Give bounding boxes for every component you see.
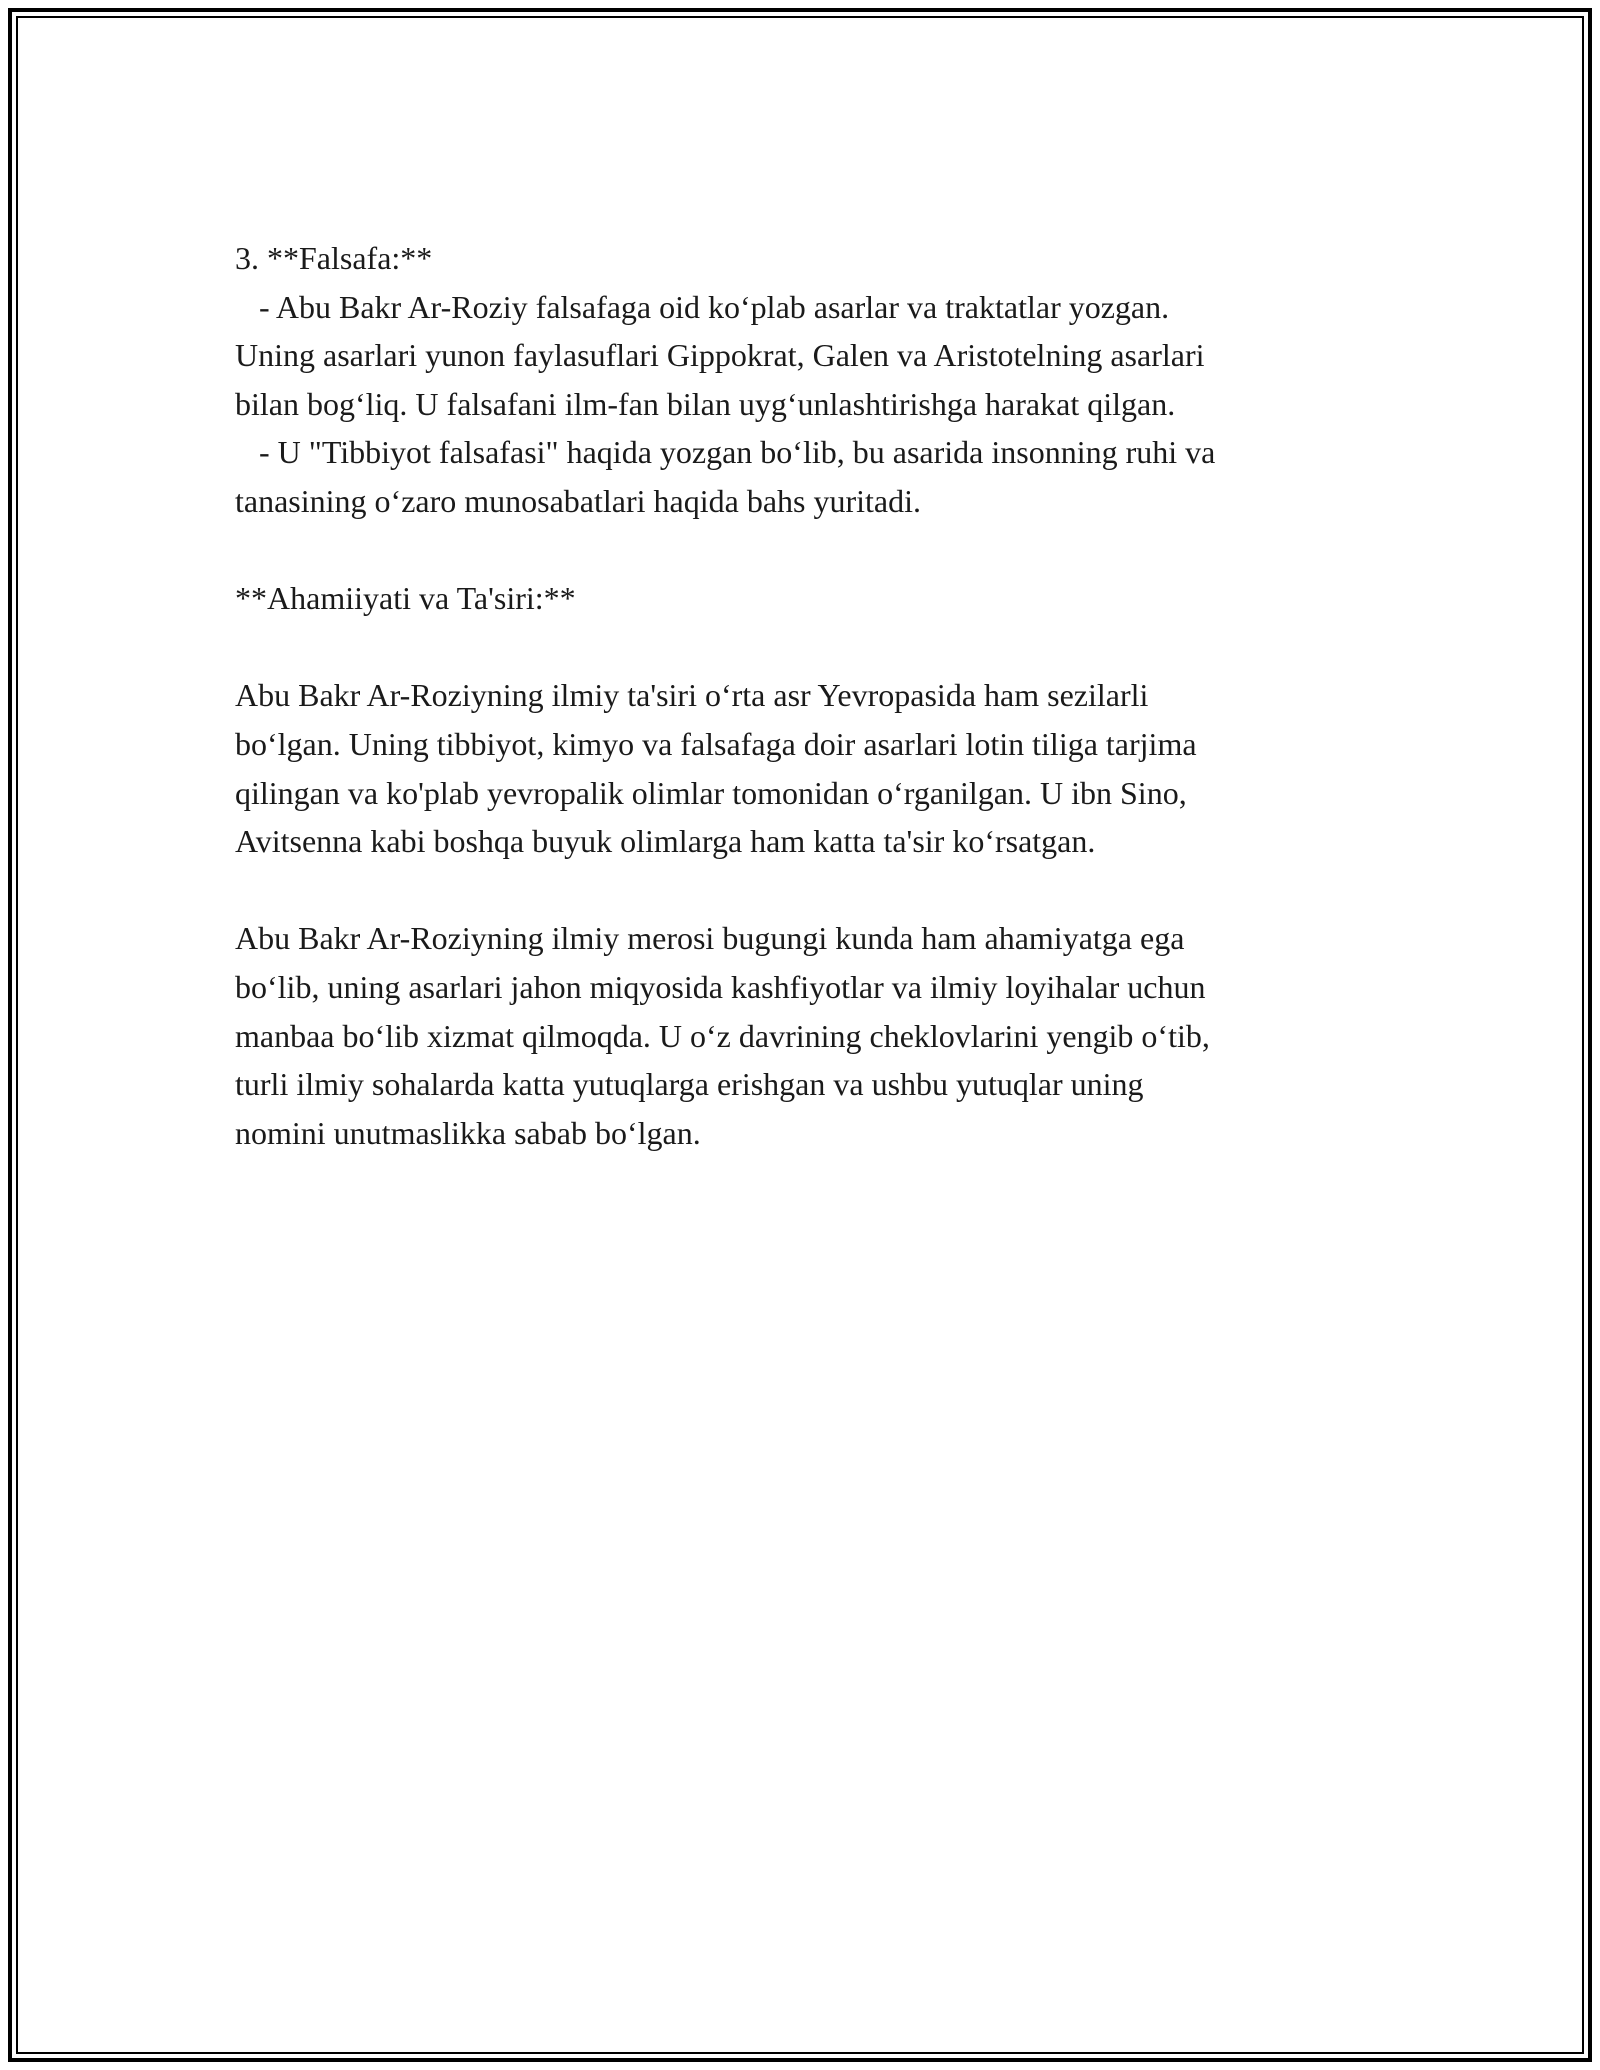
paragraph-1-line: bo‘lgan. Uning tibbiyot, kimyo va falsafaga doir asarlari lotin tiliga tarjima [235,725,1197,762]
falsafa-heading: 3. **Falsafa:** [235,240,433,276]
falsafa-line: tanasining o‘zaro munosabatlari haqida bahs yuritadi. [235,482,922,519]
falsafa-line: - U "Tibbiyot falsafasi" haqida yozgan bo‘lib, bu asarida insonning ruhi va [235,434,1216,471]
paragraph-2-line: manbaa bo‘lib xizmat qilmoqda. U o‘z davrining cheklovlarini yengib o‘tib, [235,1017,1210,1054]
falsafa-line: bilan bog‘liq. U falsafani ilm-fan bilan uyg‘unlashtirishga harakat qilgan. [235,385,1176,422]
paragraph-1-line: qilingan va ko'plab yevropalik olimlar tomonidan o‘rganilgan. U ibn Sino, [235,774,1187,811]
paragraph-2-line: nomini unutmaslikka sabab bo‘lgan. [235,1114,701,1151]
falsafa-line: Uning asarlari yunon faylasuflari Gippokrat, Galen va Aristotelning asarlari [235,337,1205,374]
paragraph-1-line: Avitsenna kabi boshqa buyuk olimlarga ham katta ta'sir ko‘rsatgan. [235,823,1096,860]
paragraph-gap [235,526,1395,575]
paragraph-2-line: Abu Bakr Ar-Roziyning ilmiy merosi bugungi kunda ham ahamiyatga ega [235,920,1185,957]
paragraph-2-line: bo‘lib, uning asarlari jahon miqyosida kashfiyotlar va ilmiy loyihalar uchun [235,968,1206,1005]
paragraph-gap [235,866,1395,915]
falsafa-line: - Abu Bakr Ar-Roziy falsafaga oid ko‘plab asarlar va traktatlar yozgan. [235,288,1170,325]
paragraph-1-line: Abu Bakr Ar-Roziyning ilmiy ta'siri o‘rta asr Yevropasida ham sezilarli [235,677,1149,714]
paragraph-2-line: turli ilmiy sohalarda katta yutuqlarga erishgan va ushbu yutuqlar uning [235,1066,1144,1103]
paragraph-gap [235,623,1395,672]
significance-heading: **Ahamiiyati va Ta'siri:** [235,580,576,617]
document-body [235,234,1395,1157]
